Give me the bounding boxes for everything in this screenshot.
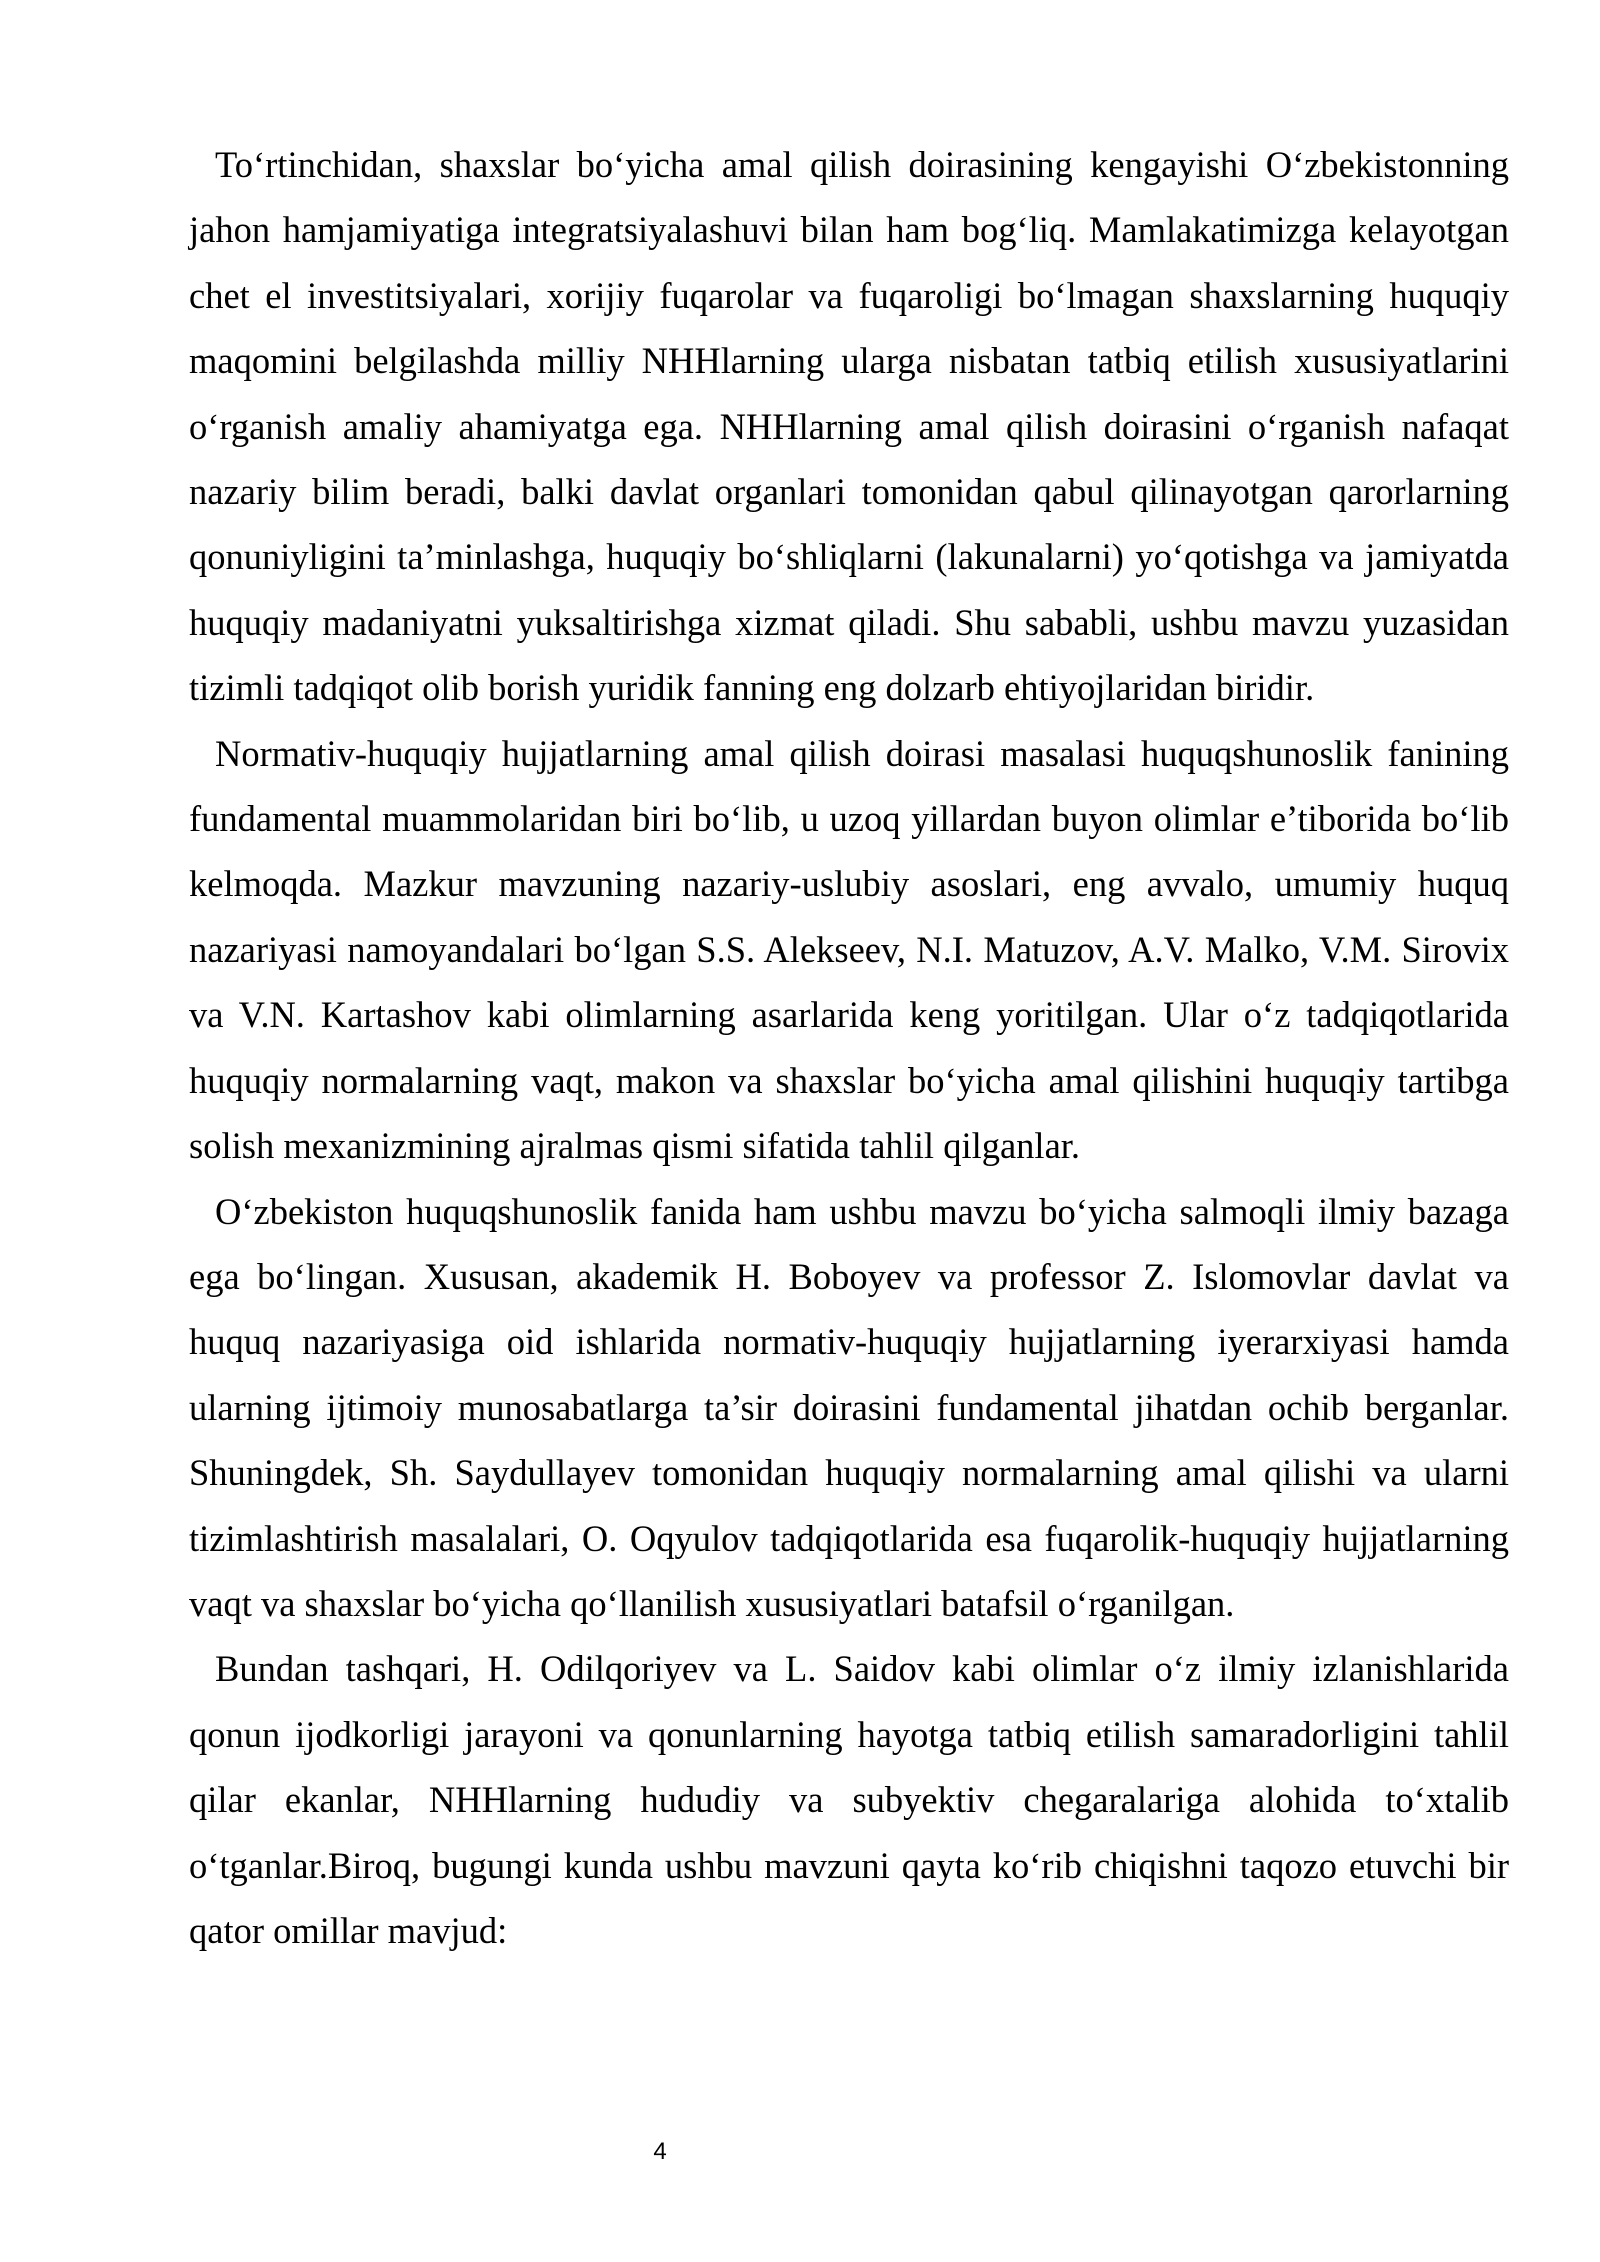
paragraph-4: Bundan tashqari, H. Odilqoriyev va L. Saidov kabi olimlar o‘z ilmiy izlanishlarida qonun ijodkorligi jarayoni va qonunlarning hayotga tatbiq etilish samaradorligini tahlil qilar ekanlar, NHHlarning hududiy va subyektiv chegaralariga alohida to‘xtalib o‘tganlar.Biroq, bugungi kunda ushbu mavzuni qayta ko‘rib chiqishni taqozo etuvchi bir qator omillar mavjud: xyxy=(189,1648,1509,1951)
paragraph-3: O‘zbekiston huquqshunoslik fanida ham ushbu mavzu bo‘yicha salmoqli ilmiy bazaga ega bo‘lingan. Xususan, akademik H. Boboyev va professor Z. Islomovlar davlat va huquq nazariyasiga oid ishlarida normativ-huquqiy hujjatlarning iyerarxiyasi hamda ularning ijtimoiy munosabatlarga ta’sir doirasini fundamental jihatdan ochib berganlar. Shuningdek, Sh. Saydullayev tomonidan huquqiy normalarning amal qilishi va ularni tizimlashtirish masalalari, O. Oqyulov tadqiqotlarida esa fuqarolik-huquqiy hujjatlarning vaqt va shaxslar bo‘yicha qo‘llanilish xususiyatlari batafsil o‘rganilgan. xyxy=(189,1190,1509,1624)
paragraph-2: Normativ-huquqiy hujjatlarning amal qilish doirasi masalasi huquqshunoslik fanining fundamental muammolaridan biri bo‘lib, u uzoq yillardan buyon olimlar e’tiborida bo‘lib kelmoqda. Mazkur mavzuning nazariy-uslubiy asoslari, eng avvalo, umumiy huquq nazariyasi namoyandalari bo‘lgan S.S. Alekseev, N.I. Matuzov, A.V. Malko, V.M. Sirovix va V.N. Kartashov kabi olimlarning asarlarida keng yoritilgan. Ular o‘z tadqiqotlarida huquqiy normalarning vaqt, makon va shaxslar bo‘yicha amal qilishini huquqiy tartibga solish mexanizmining ajralmas qismi sifatida tahlil qilganlar. xyxy=(189,732,1509,1167)
page-number: 4 xyxy=(653,2138,667,2165)
body-text xyxy=(189,132,1509,1963)
paragraph-1: To‘rtinchidan, shaxslar bo‘yicha amal qilish doirasining kengayishi O‘zbekistonning jahon hamjamiyatiga integratsiyalashuvi bilan ham bog‘liq. Mamlakatimizga kelayotgan chet el investitsiyalari, xorijiy fuqarolar va fuqaroligi bo‘lmagan shaxslarning huquqiy maqomini belgilashda milliy NHHlarning ularga nisbatan tatbiq etilish xususiyatlarini o‘rganish amaliy ahamiyatga ega. NHHlarning amal qilish doirasini o‘rganish nafaqat nazariy bilim beradi, balki davlat organlari tomonidan qabul qilinayotgan qarorlarning qonuniyligini ta’minlashga, huquqiy bo‘shliqlarni (lakunalarni) yo‘qotishga va jamiyatda huquqiy madaniyatni yuksaltirishga xizmat qiladi. Shu sababli, ushbu mavzu yuzasidan tizimli tadqiqot olib borish yuridik fanning eng dolzarb ehtiyojlaridan biridir. xyxy=(189,144,1509,709)
